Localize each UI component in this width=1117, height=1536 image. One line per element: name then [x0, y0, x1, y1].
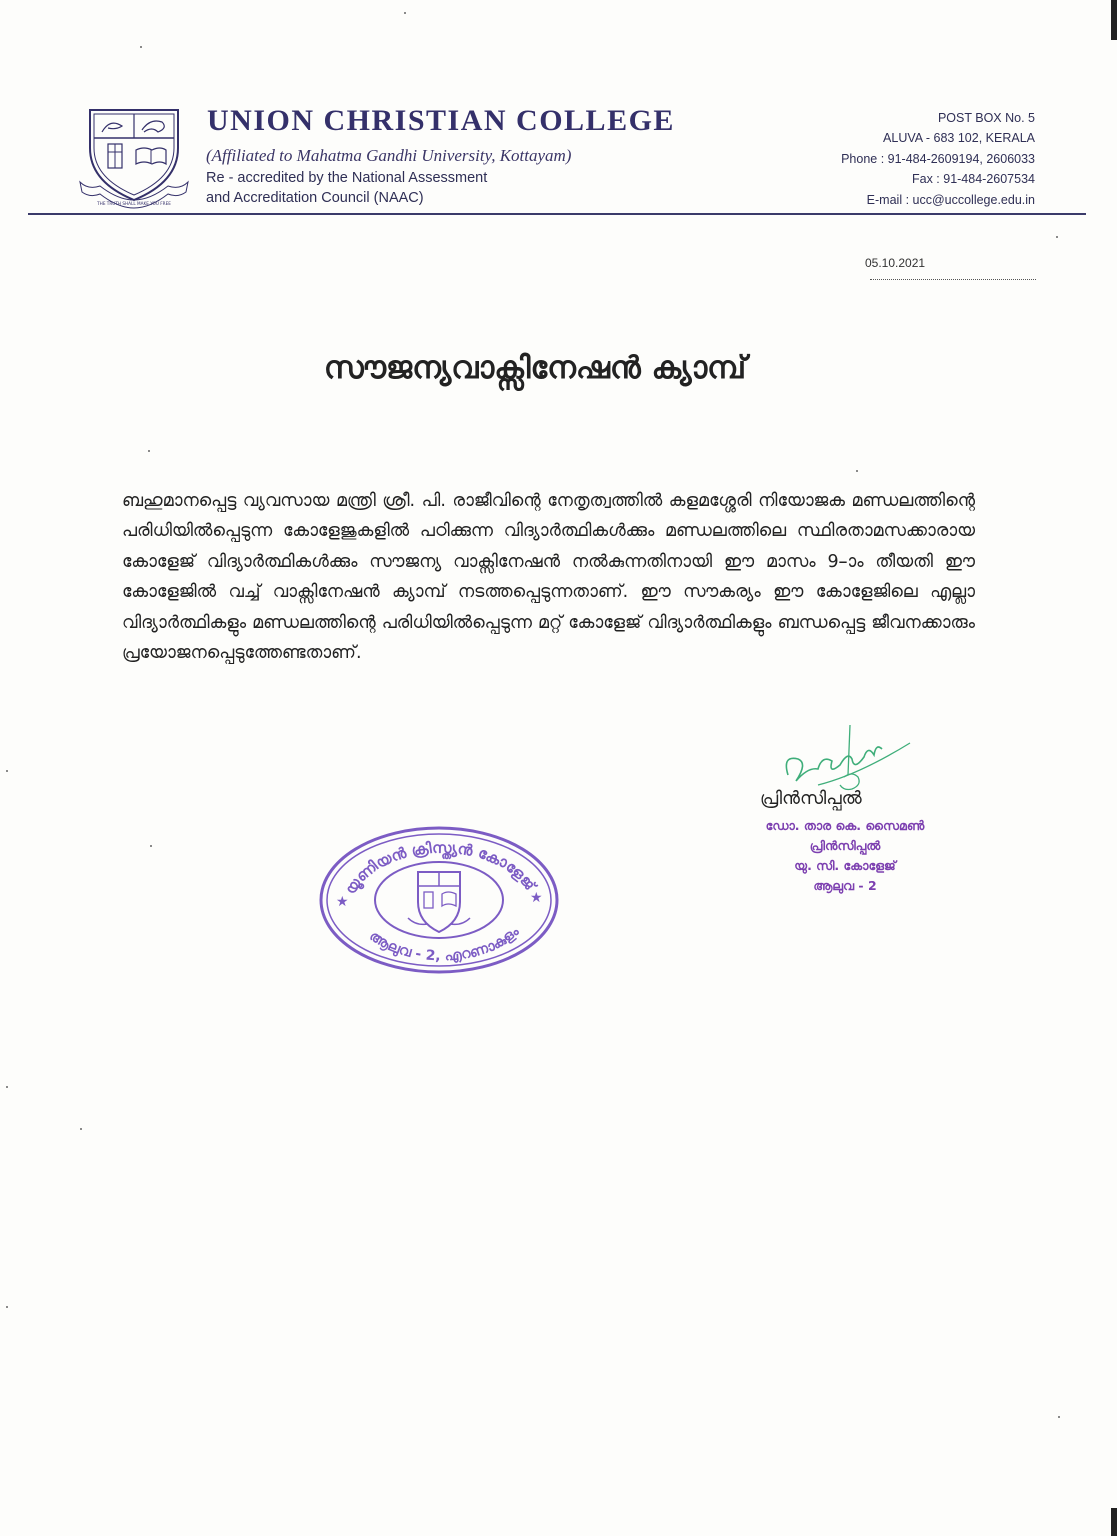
scan-edge-mark [1111, 0, 1117, 40]
scan-speck [80, 1128, 82, 1130]
scan-speck [148, 450, 150, 452]
notice-body: ബഹുമാനപ്പെട്ട വ്യവസായ മന്ത്രി ശ്രീ. പി. രാജീവിന്റെ നേതൃത്വത്തിൽ കളമശ്ശേരി നിയോജക മണ്ഡലത്തിന്റെ പരിധിയിൽപ്പെടുന്ന കോളേജുകളിൽ പഠിക്കുന്ന വിദ്യാർത്ഥികൾക്കും മണ്ഡലത്തിലെ സ്ഥിരതാമസക്കാരായ കോളേജ് വിദ്യാർത്ഥികൾക്കും സൗജന്യ വാക്സിനേഷൻ നൽകുന്നതിനായി ഈ മാസം 9–ാം തീയതി ഈ കോളേജിൽ വച്ച് വാക്സിനേഷൻ ക്യാമ്പ് നടത്തപ്പെടുന്നതാണ്. ഈ സൗകര്യം ഈ കോളേജിലെ എല്ലാ വിദ്യാർത്ഥികളും മണ്ഡലത്തിന്റെ പരിധിയിൽപ്പെടുന്ന മറ്റ് കോളേജ് വിദ്യാർത്ഥികളും ബന്ധപ്പെട്ട ജീവനക്കാരും പ്രയോജനപ്പെടുത്തേണ്ടതാണ്. [122, 491, 975, 664]
college-seal-stamp-icon [316, 822, 562, 978]
header-divider [28, 213, 1086, 215]
scan-speck [404, 12, 406, 14]
date-dotted-line [870, 279, 1036, 280]
seal-top-text: യൂണിയൻ ക്രിസ്ത്യൻ കോളേജ് [341, 838, 540, 898]
stamp-name: ഡോ. താര കെ. സൈമൺ [765, 818, 925, 833]
svg-text:★: ★ [336, 894, 349, 910]
letter-date: 05.10.2021 [865, 256, 926, 270]
scan-speck [6, 770, 8, 772]
scan-speck [856, 470, 858, 472]
affiliation-text: (Affiliated to Mahatma Gandhi University, Kottayam) [206, 146, 572, 165]
stamp-designation: പ്രിൻസിപ്പൽ [809, 838, 881, 853]
scan-speck [140, 46, 142, 48]
handwritten-signature-icon [778, 715, 913, 795]
seal-bottom-text: ആലുവ - 2, എറണാകുളം [366, 923, 523, 965]
scan-speck [1056, 236, 1058, 238]
scan-speck [150, 845, 152, 847]
email: E-mail : ucc@uccollege.edu.in [866, 192, 1035, 207]
scan-speck [6, 1086, 8, 1088]
address: ALUVA - 683 102, KERALA [883, 131, 1035, 146]
phone: Phone : 91-484-2609194, 2606033 [841, 151, 1035, 166]
post-box: POST BOX No. 5 [937, 111, 1035, 125]
svg-text:★: ★ [530, 890, 543, 906]
accreditation-line-2: and Accreditation Council (NAAC) [206, 190, 424, 206]
scan-speck [6, 1306, 8, 1308]
contact-block [841, 108, 1035, 210]
logo-motto: THE TRUTH SHALL MAKE YOU FREE [97, 201, 171, 206]
notice-title: സൗജന്യവാക്സിനേഷൻ ക്യാമ്പ് [323, 350, 747, 386]
stamp-college: യു. സി. കോളേജ് [794, 858, 896, 873]
signatory-title: പ്രിൻസിപ്പൽ [760, 788, 862, 809]
scan-speck [1058, 1416, 1060, 1418]
scan-edge-mark [1111, 1508, 1117, 1536]
stamp-place: ആലുവ - 2 [813, 878, 877, 893]
fax: Fax : 91-484-2607534 [911, 172, 1035, 187]
accreditation-line-1: Re - accredited by the National Assessment [206, 170, 488, 186]
principal-name-stamp [735, 816, 955, 896]
college-name: UNION CHRISTIAN COLLEGE [207, 104, 675, 137]
college-crest-icon [78, 104, 190, 210]
